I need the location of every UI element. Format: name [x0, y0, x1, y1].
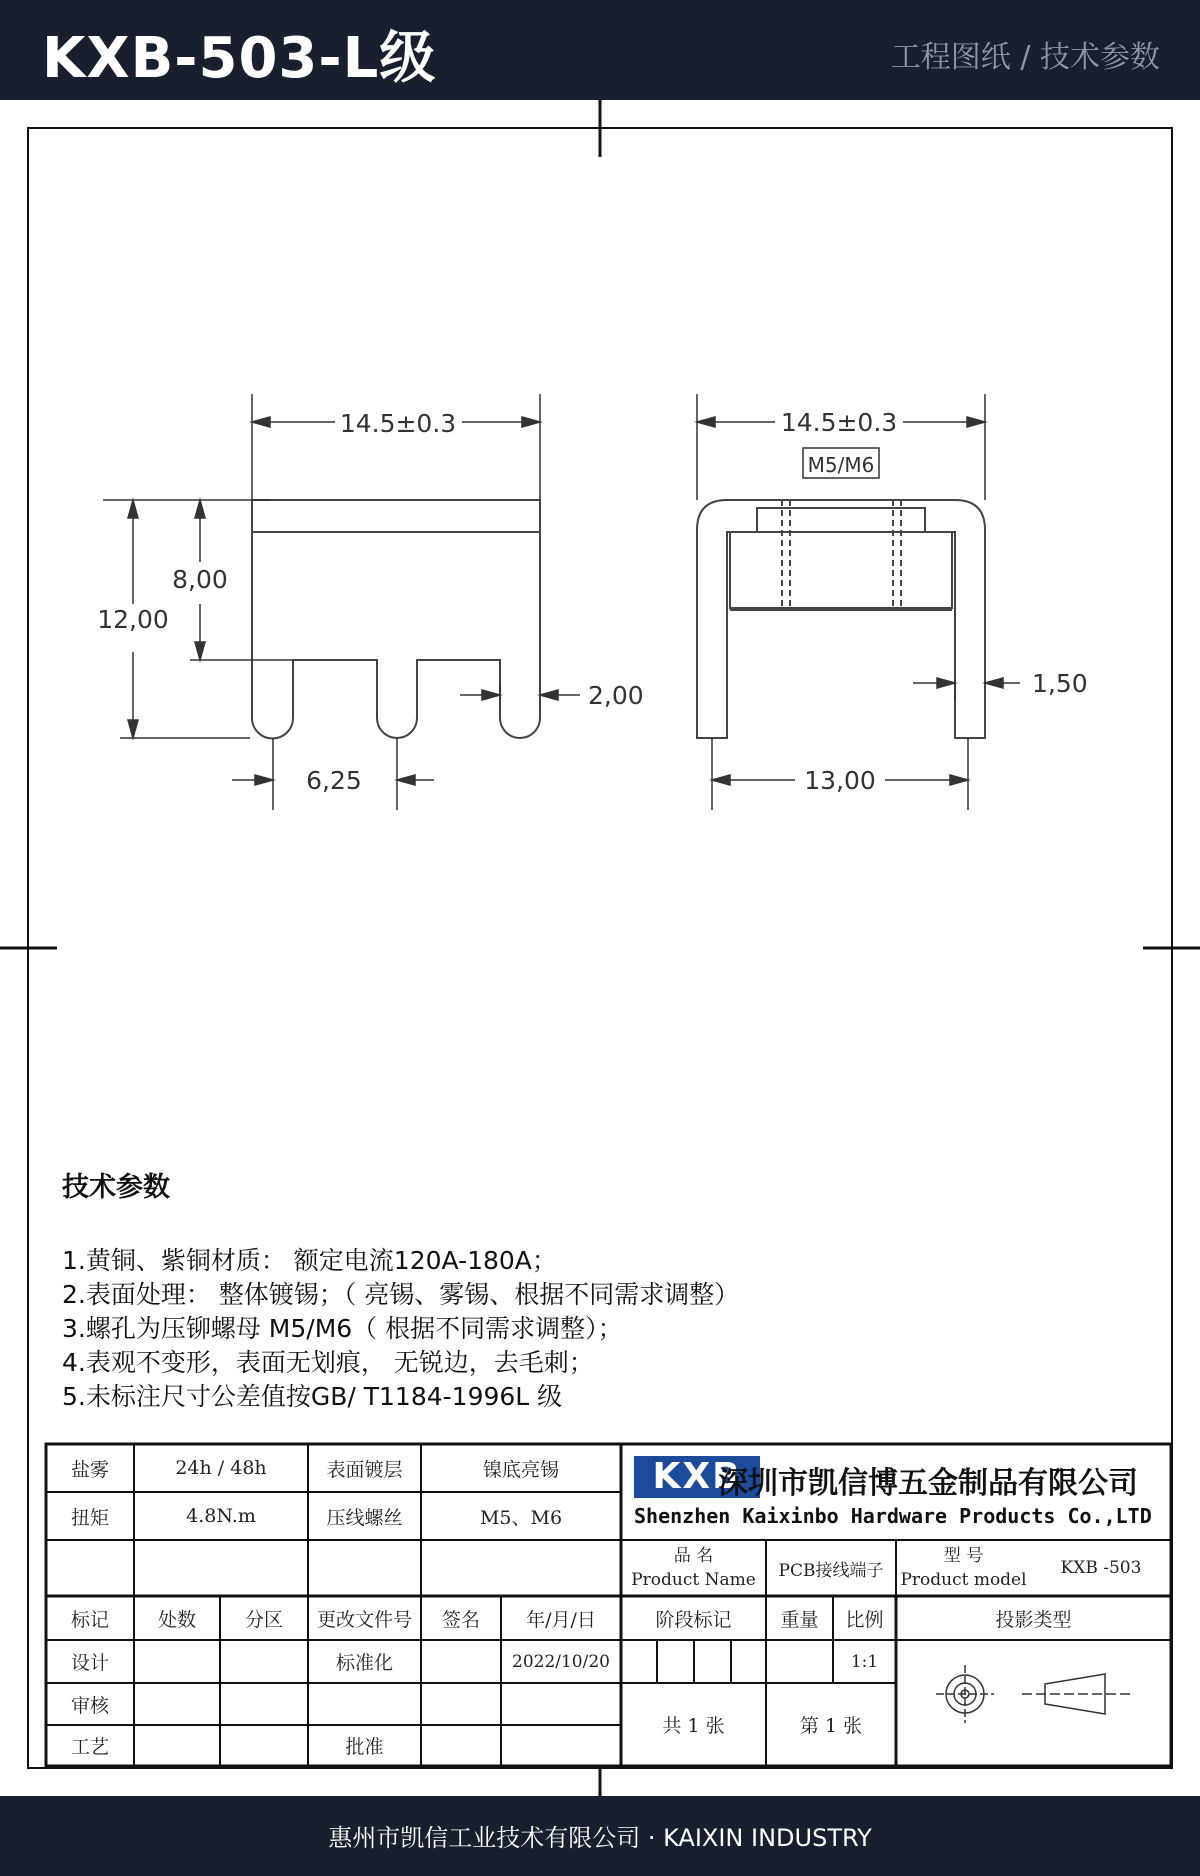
right-view-nut — [730, 532, 952, 608]
right-view — [697, 500, 985, 738]
tech-line-5: 5.未标注尺寸公差值按GB/ T1184-1996L 级 — [62, 1382, 563, 1411]
tech-heading: 技术参数 — [62, 1172, 170, 1203]
tech-line-2: 2.表面处理： 整体镀锡；（ 亮锡、雾锡、根据不同需求调整） — [62, 1280, 740, 1309]
product-name-label — [621, 1540, 766, 1596]
page-title: KXB-503-L级 — [42, 26, 437, 91]
torque-value: 4.8N.m — [186, 1505, 256, 1527]
projection-header: 投影类型 — [995, 1608, 1072, 1631]
weight-header: 重量 — [780, 1608, 819, 1631]
dim-slot-depth: 8,00 — [172, 565, 228, 594]
count-header: 处数 — [157, 1608, 196, 1631]
tech-line-1: 1.黄铜、紫铜材质： 额定电流120A-180A； — [62, 1246, 557, 1275]
dim-left-width: 14.5±0.3 — [339, 409, 457, 438]
zone-header: 分区 — [244, 1608, 283, 1631]
company-name-en: Shenzhen Kaixinbo Hardware Products Co.,LTD — [634, 1504, 1152, 1528]
dim-slot-width: 2,00 — [588, 681, 644, 710]
right-view-dim-labels — [781, 408, 1088, 795]
scale-value: 1:1 — [850, 1651, 879, 1672]
scale-header: 比例 — [845, 1608, 884, 1631]
left-view-dimensions — [103, 394, 580, 810]
dim-thickness: 1,50 — [1032, 669, 1088, 698]
page-subtitle: 工程图纸 / 技术参数 — [890, 40, 1160, 75]
left-view-dim-labels — [97, 409, 643, 795]
tech-line-3: 3.螺孔为压铆螺母 M5/M6（ 根据不同需求调整）； — [62, 1314, 623, 1343]
left-view-outline — [252, 500, 540, 738]
product-name-en: Product Name — [631, 1570, 756, 1590]
footer-bar — [0, 1796, 1200, 1876]
salt-label: 盐雾 — [70, 1458, 109, 1481]
mark-header: 标记 — [70, 1608, 109, 1631]
plating-label: 表面镀层 — [326, 1458, 403, 1481]
product-name-cn: 品 名 — [673, 1546, 714, 1566]
date-value: 2022/10/20 — [512, 1651, 610, 1672]
tech-line-4: 4.表观不变形，表面无划痕， 无锐边，去毛刺； — [62, 1348, 594, 1377]
total-sheets: 共 1 张 — [662, 1715, 725, 1737]
standardize-label: 标准化 — [335, 1652, 393, 1674]
dim-pitch: 6,25 — [306, 766, 362, 795]
header-bar — [0, 0, 1200, 100]
sheet-number: 第 1 张 — [799, 1715, 863, 1737]
right-view-outline — [697, 500, 985, 738]
dim-left-height: 12,00 — [97, 605, 169, 634]
salt-value: 24h / 48h — [175, 1457, 267, 1479]
product-name-value: PCB接线端子 — [778, 1560, 884, 1581]
model-en: Product model — [900, 1570, 1027, 1590]
process-label: 工艺 — [70, 1736, 109, 1758]
review-label: 审核 — [70, 1694, 109, 1717]
dim-right-width: 14.5±0.3 — [780, 408, 898, 437]
tech-spec-section — [62, 1165, 739, 1414]
screw-label: 压线螺丝 — [326, 1506, 403, 1529]
model-cn: 型 号 — [943, 1546, 984, 1566]
left-view — [252, 500, 540, 738]
approve-label: 批准 — [345, 1736, 384, 1758]
screw-value: M5、M6 — [479, 1506, 563, 1529]
stage-mark-header: 阶段标记 — [655, 1608, 732, 1631]
thread-label: M5/M6 — [807, 453, 875, 477]
torque-label: 扭矩 — [70, 1506, 109, 1529]
model-value: KXB -503 — [1060, 1558, 1142, 1578]
company-name-cn: 深圳市凯信博五金制品有限公司 — [718, 1466, 1138, 1501]
dim-inner-width: 13,00 — [804, 766, 876, 795]
footer-text: 惠州市凯信工业技术有限公司 · KAIXIN INDUSTRY — [328, 1824, 872, 1852]
logo-text: KXB — [652, 1456, 742, 1497]
model-label — [896, 1540, 1031, 1596]
projection-symbol — [936, 1665, 1130, 1723]
signature-header: 签名 — [441, 1608, 480, 1631]
change-doc-header: 更改文件号 — [316, 1608, 412, 1631]
date-header: 年/月/日 — [526, 1608, 596, 1631]
plating-value: 镍底亮锡 — [482, 1458, 559, 1481]
design-label: 设计 — [70, 1652, 109, 1674]
